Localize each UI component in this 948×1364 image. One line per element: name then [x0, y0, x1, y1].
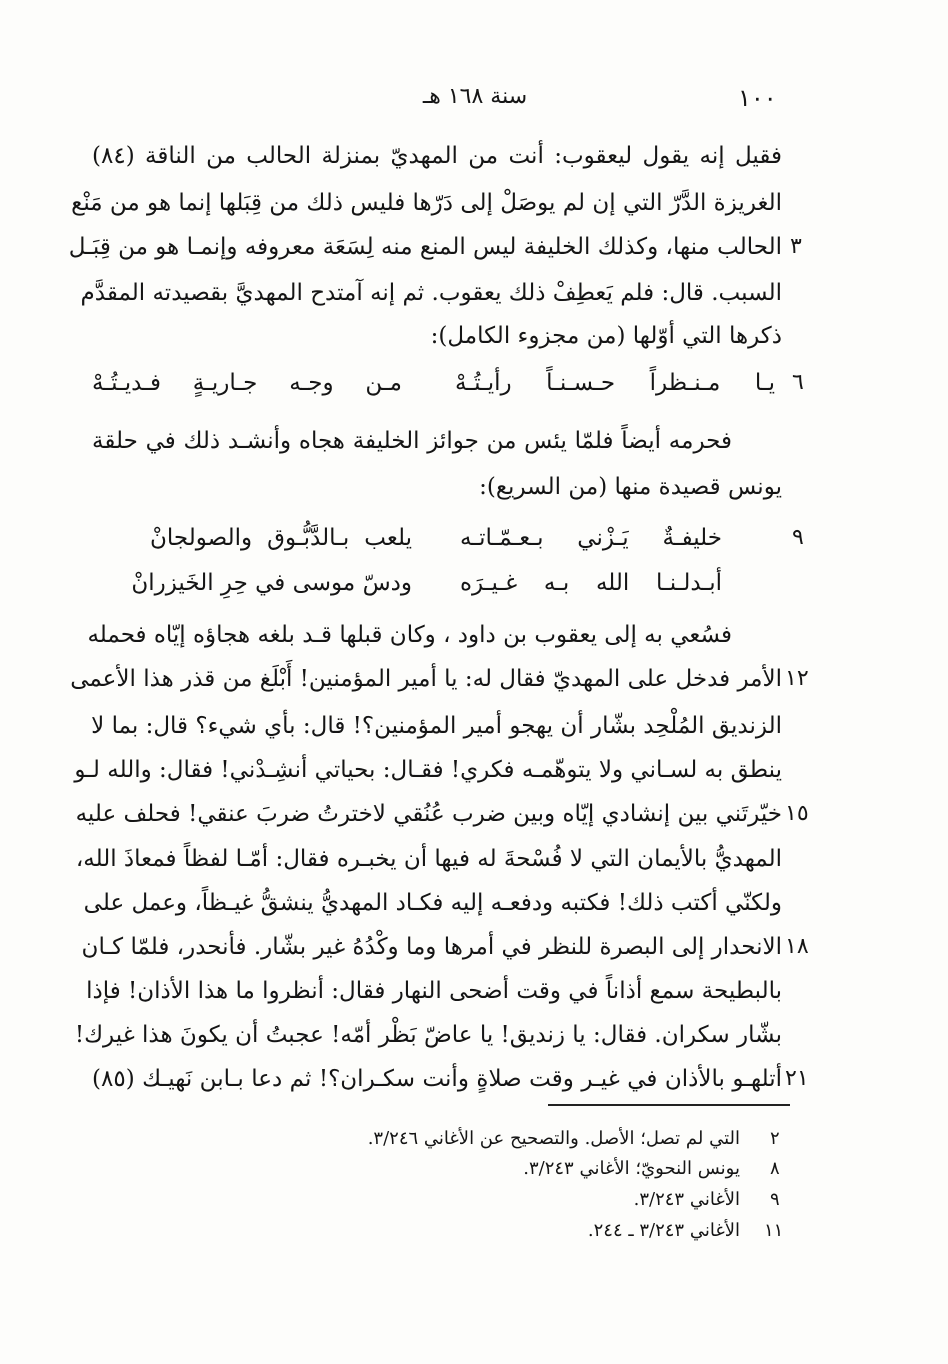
body-line: الغريزة الدَّرّ التي إن لم يوصَلْ إلى دَرّها فليس ذلك من قِبَلها إنما هو من مَنْع	[71, 190, 782, 216]
body-line: ذكرها التي أوّلها (من مجزوء الكامل):	[430, 323, 782, 349]
body-line: الانحدار إلى البصرة للنظر في أمرها وما وكْدُهُ غير بشّار. فأنحدر، فلمّا كـان	[81, 934, 782, 960]
line-number: ١٢	[785, 666, 809, 691]
body-line: المهديُّ بالأيمان التي لا فُسْحةَ له فيها أن يخبـره فقال: أمّـا لفظاً فمعاذَ الله،	[75, 846, 782, 872]
footnote-number: ١١	[764, 1220, 784, 1241]
verse-hemistich-right: أبـدلـنـا الله بـه غـيـرَه	[460, 570, 722, 596]
body-line: السبب. قال: فلم يَعطِفْ ذلك يعقوب. ثم إنه آمتدح المهديَّ بقصيدته المقدَّم	[80, 280, 782, 306]
verse-hemistich-left: ودسّ موسى في حِرِ الخَيزرانْ	[131, 570, 412, 596]
page-number: ١٠٠	[738, 84, 777, 112]
line-number: ٣	[790, 234, 802, 259]
verse-hemistich-left: مـن وجـه جـاريـةٍ فـديـتُـهْ	[92, 370, 402, 396]
footnote-number: ٢	[770, 1128, 780, 1149]
running-header-title: سنة ١٦٨ هـ	[422, 84, 528, 109]
body-line: الأمر فدخل على المهديّ فقال له: يا أمير المؤمنين! أَبْلَغ من قذر هذا الأعمى	[70, 666, 782, 692]
body-line: خيّرتَني بين إنشادي إيّاه وبين ضرب عُنُقي لاخترتُ ضربَ عنقي! فحلف عليه	[75, 801, 782, 827]
line-number: ١٥	[785, 801, 809, 826]
footnote-text: الأغاني ٣/٢٤٣.	[633, 1189, 740, 1210]
line-number: ١٨	[785, 934, 809, 959]
verse-hemistich-left: يلعب بـالدَّبُّـوق والصولجانْ	[150, 525, 412, 551]
verse-hemistich-right: يـا مـنـظراً حـسـنـاً رأيـتُـهْ	[455, 370, 775, 396]
body-line: ولكنّي أكتب ذلك! فكتبه ودفعـه إليه فكـاد المهديُّ ينشقُّ غيـظاً، وعمل على	[83, 890, 782, 916]
body-line: أتلهـو بالأذان في غيـر وقت صلاةٍ وأنت سكـران؟! ثم دعا بـابن نَهيـك (٨٥)	[92, 1066, 782, 1092]
body-line: يونس قصيدة منها (من السريع):	[479, 474, 782, 500]
body-line: فحرمه أيضاً فلمّا يئس من جوائز الخليفة هجاه وأنشـد ذلك في حلقة	[92, 428, 732, 454]
verse-hemistich-right: خليفـةٌ يَـزْني بـعـمّـاتـه	[460, 525, 722, 551]
body-line: فقيل إنه يقول ليعقوب: أنت من المهديّ بمنزلة الحالب من الناقة (٨٤)	[92, 143, 782, 169]
body-line: الحالب منها، وكذلك الخليفة ليس المنع منه لِسَعَة معروفه وإنمـا هو من قِبَـل	[68, 234, 782, 260]
footnote-divider	[548, 1104, 790, 1106]
body-line: بالبطيحة سمع أذاناً في وقت أضحى النهار فقال: أنظروا ما هذا الأذان! فإذا	[86, 978, 782, 1004]
line-number: ٩	[792, 525, 804, 550]
line-number: ٦	[792, 370, 804, 395]
body-line: ينطق به لسـاني ولا يتوهّمـه فكري! فقـال: بحياتي أنشِـدْني! فقال: والله لـو	[74, 757, 782, 783]
body-line: بشّار سكران. فقال: يا زنديق! يا عاضّ بَظْر أمّه! عجبتُ أن يكونَ هذا غيرك!	[74, 1022, 782, 1048]
footnote-text: يونس النحويّ؛ الأغاني ٣/٢٤٣.	[523, 1158, 740, 1179]
footnote-text: التي لم تصل؛ الأصل. والتصحيح عن الأغاني ٣/٢٤٦.	[367, 1128, 740, 1149]
body-line: فسُعي به إلى يعقوب بن داود ، وكان قبلها قـد بلغه هجاؤه إيّاه فحمله	[87, 622, 732, 648]
body-line: الزنديق المُلْحِد بشّار أن يهجو أمير المؤمنين؟! قال: بأي شيء؟ قال: بما لا	[91, 713, 782, 739]
line-number: ٢١	[785, 1066, 809, 1091]
footnote-text: الأغاني ٣/٢٤٣ ـ ٢٤٤.	[587, 1220, 740, 1241]
footnote-number: ٨	[770, 1158, 780, 1179]
footnote-number: ٩	[770, 1189, 780, 1210]
